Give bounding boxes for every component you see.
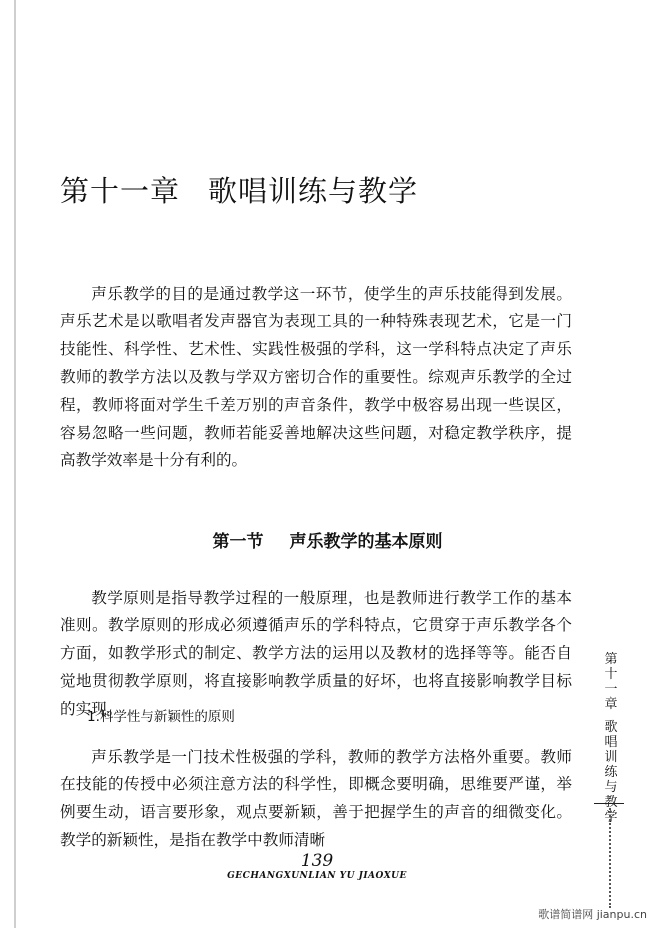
side-tab-char: 第 <box>604 652 618 667</box>
side-tab-char: 教 <box>604 795 618 810</box>
page-edge <box>14 0 16 928</box>
side-tab-char: 学 <box>604 810 618 825</box>
running-footer: GECHANGXUNLIAN YU JIAOXUE <box>227 871 407 881</box>
side-tab-char: 一 <box>604 682 618 697</box>
side-tab-char: 章 <box>604 697 618 712</box>
section-paragraph: 教学原则是指导教学过程的一般原理，也是教师进行教学工作的基本准则。教学原则的形成必须遵循声乐的学科特点，它贯穿于声乐教学各个方面，如教学形式的制定、教学方法的运用以及教材的选择等等。能否自觉地贯彻教学原则，将直接影响教学质量的好坏，也将直接影响教学目标的实现。 <box>60 588 572 718</box>
section-title <box>0 527 655 552</box>
section-number: 第一节 <box>212 532 264 553</box>
side-tab-char: 唱 <box>604 735 618 750</box>
side-chapter-tab <box>597 652 625 825</box>
subsection-heading: 1.科学性与新颖性的原则 <box>87 709 235 725</box>
side-tab-char: 练 <box>604 765 618 780</box>
side-tab-char: 与 <box>604 780 618 795</box>
side-tab-char: 十 <box>604 667 618 682</box>
chapter-number: 第十一章 <box>60 174 181 209</box>
side-tab-rule <box>594 803 624 804</box>
side-tab-dotted-line <box>609 808 611 908</box>
chapter-name: 歌唱训练与教学 <box>208 174 419 209</box>
side-tab-char: 歌 <box>604 720 618 735</box>
chapter-title <box>60 169 418 210</box>
intro-paragraph: 声乐教学的目的是通过教学这一环节，使学生的声乐技能得到发展。声乐艺术是以歌唱者发声器官为表现工具的一种特殊表现艺术，它是一门技能性、科学性、艺术性、实践性极强的学科，这一学科特点决定了声乐教师的教学方法以及教与学双方密切合作的重要性。综观声乐教学的全过程，教师将面对学生千差万别的声音条件，教学中极容易出现一些误区，容易忽略一些问题，教师若能妥善地解决这些问题，对稳定教学秩序，提高教学效率是十分有利的。 <box>60 284 572 470</box>
subsection-paragraph: 声乐教学是一门技术性极强的学科，教师的教学方法格外重要。教师在技能的传授中必须注意方法的科学性，即概念要明确，思维要严谨，举例要生动，语言要形象，观点要新颖，善于把握学生的声音的细微变化。教学的新颖性，是指在教学中教师清晰 <box>60 747 572 849</box>
watermark: 歌谱简谱网 jianpu.cn <box>538 908 647 921</box>
side-tab-char: 训 <box>604 750 618 765</box>
section-name: 声乐教学的基本原则 <box>289 532 443 553</box>
page-number: 139 <box>300 851 334 871</box>
